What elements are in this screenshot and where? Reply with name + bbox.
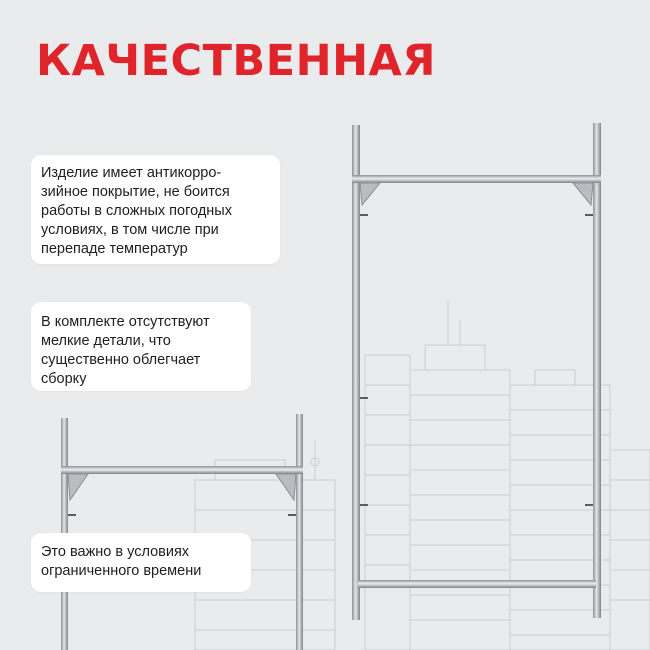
card-text-line: перепаде температур [41, 241, 188, 257]
headline: КАЧЕСТВЕННАЯ [36, 36, 436, 86]
card-text-line: существенно облегчает [41, 352, 201, 368]
card-text-line: В комплекте отсутствуют [41, 314, 210, 330]
card-text-line: зийное покрытие, не боится [41, 184, 230, 200]
card-text-line: Изделие имеет антикорро- [41, 165, 222, 181]
scaffold-frame-small [61, 414, 303, 650]
feature-card-time [31, 533, 251, 592]
city-buildings-sketch [195, 300, 650, 650]
card-text-line: ограниченного времени [41, 563, 202, 579]
card-text-line: сборку [41, 371, 87, 387]
card-text-line: работы в сложных погодных [41, 203, 232, 219]
card-text-line: условиях, в том числе при [41, 222, 219, 238]
card-text-line: мелкие детали, что [41, 333, 171, 349]
feature-card-assembly [31, 302, 251, 391]
card-text-line: Это важно в условиях [41, 544, 190, 560]
feature-card-corrosion [31, 155, 280, 264]
